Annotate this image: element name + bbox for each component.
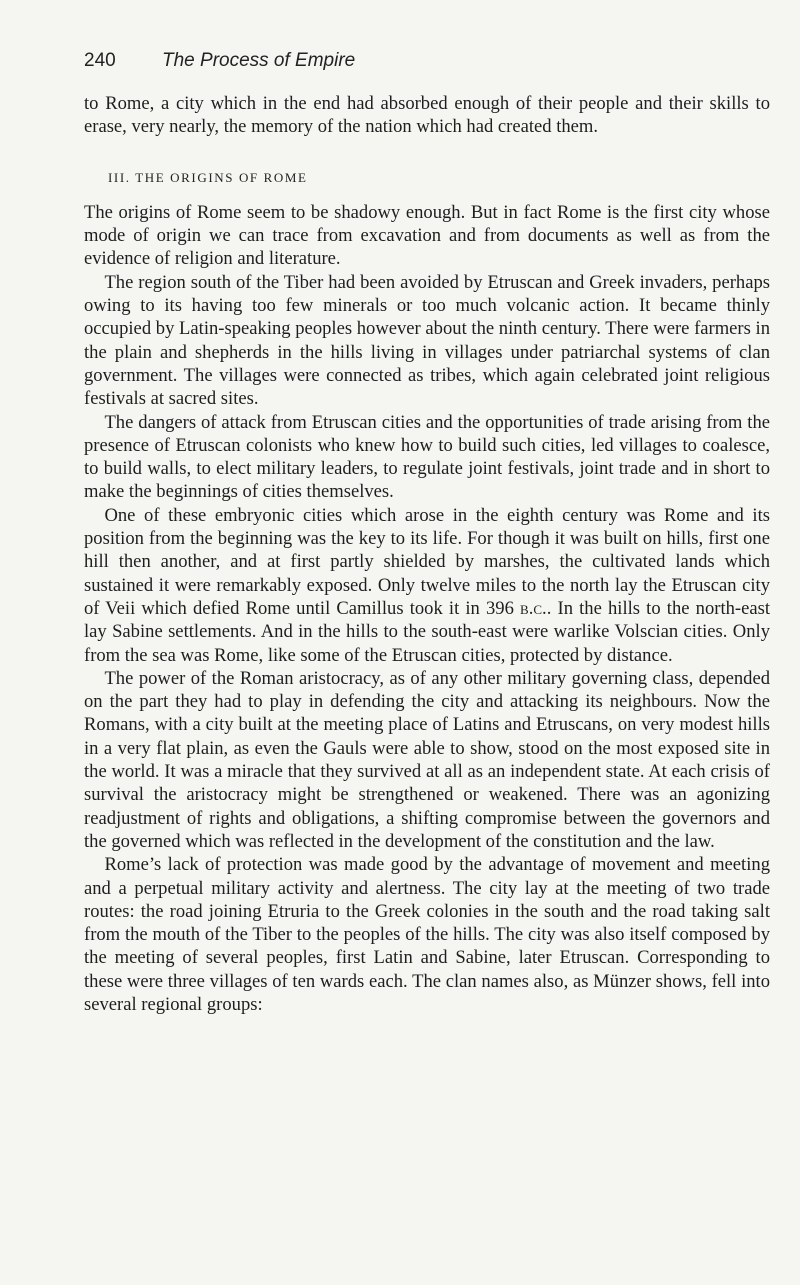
section-heading: III. THE ORIGINS OF ROME xyxy=(108,169,308,185)
embryonic-text-end: . xyxy=(546,597,558,619)
paragraph-embryonic xyxy=(84,504,770,667)
paragraph-aristocracy: The power of the Roman aristocracy, as of any other military governing class, depended on the part they had to play in defending the city and attacking its neighbours. Now the Romans, with a city built at the meeting place of Latins and Etruscans, on very modest hills in a very flat plain, as even the Gauls were able to show, stood on the most exposed site in the world. It was a miracle that they survived at all as an independent state. At each crisis of survival the aristocracy might be strengthened or weakened. There was an agonizing readjustment of rights and obligations, a shifting compromise between the governors and the governed which was reflected in the development of the constitution and the law. xyxy=(84,667,770,852)
carryover-paragraph: to Rome, a city which in the end had absorbed enough of their people and their skills to erase, very nearly, the memory of the nation which had created them. xyxy=(84,93,770,138)
embryonic-text: One of these embryonic cities which arose in the eighth century was Rome and its position from the beginning was the key to its life. For though it was built on hills, first one hill then another, and at first partly shielded by marshes, the cultivated lands which sustained it were remarkably exposed. Only twelve miles to the north lay the Etruscan city of Veii which defied Rome until Camillus took it in 396 xyxy=(84,504,770,619)
era-abbreviation: b.c. xyxy=(520,597,547,619)
running-header xyxy=(84,50,355,72)
body-text xyxy=(84,92,770,1016)
running-title: The Process of Empire xyxy=(162,50,356,71)
page-number: 240 xyxy=(84,50,116,71)
paragraph-origins: The origins of Rome seem to be shadowy enough. But in fact Rome is the first city whose mode of origin we can trace from excavation and from documents as well as from the evidence of religion and literature. xyxy=(84,201,770,270)
paragraph-protection: Rome’s lack of protection was made good by the advantage of movement and meeting and a perpetual military activity and alertness. The city lay at the meeting of two trade routes: the road joining Etruria to the Greek colonies in the south and the road taking salt from the mouth of the Tiber to the peoples of the hills. The city was also itself composed by the meeting of several peoples, first Latin and Sabine, later Etruscan. Corresponding to these were three villages of ten wards each. The clan names also, as Münzer shows, fell into several regional groups: xyxy=(84,854,770,1015)
embryonic-text-continued: In the hills to the north-east lay Sabine settlements. And in the hills to the south-east were warlike Volscian cities. Only from the sea was Rome, like some of the Etruscan cities, protected by distance. xyxy=(84,597,771,666)
paragraph-dangers: The dangers of attack from Etruscan cities and the opportunities of trade arising from the presence of Etruscan colonists who knew how to build such cities, led villages to coalesce, to build walls, to elect military leaders, to regulate joint festivals, joint trade and in short to make the beginnings of cities themselves. xyxy=(84,411,770,503)
paragraph-region: The region south of the Tiber had been avoided by Etruscan and Greek invaders, perhaps owing to its having too few minerals or too much volcanic action. It became thinly occupied by Latin-speaking peoples however about the ninth century. There were farmers in the plain and shepherds in the hills living in villages under patriarchal systems of clan government. The villages were connected as tribes, which again celebrated joint religious festivals at sacred sites. xyxy=(84,271,770,410)
